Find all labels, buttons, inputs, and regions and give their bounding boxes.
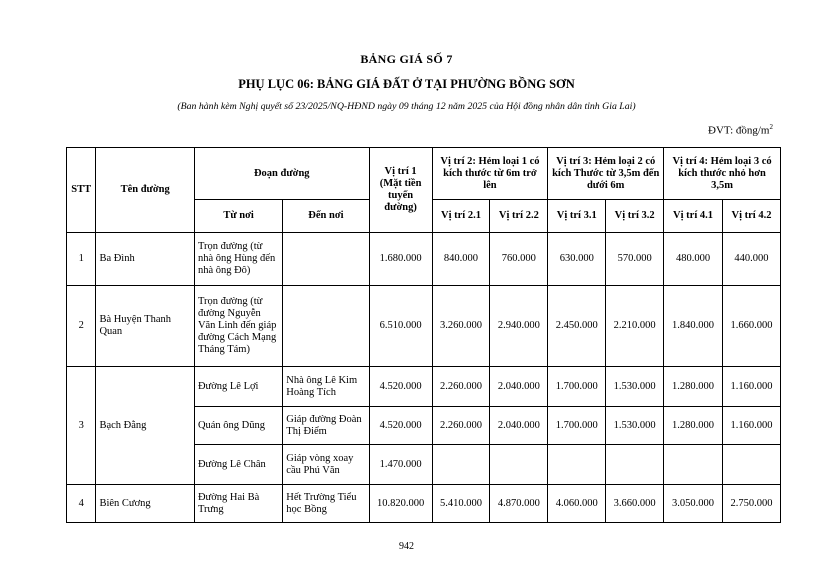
- price-pos3-1-cell: 1.700.000: [548, 407, 606, 445]
- price-pos3-1-cell: 1.700.000: [548, 367, 606, 407]
- stt-cell: 4: [67, 485, 96, 523]
- price-pos4-1-cell: 1.840.000: [664, 286, 723, 367]
- col-position-2: Vị trí 2: Hẻm loại 1 có kích thước từ 6m trở lên: [432, 148, 548, 200]
- table-row: [67, 485, 781, 523]
- price-pos4-1-cell: 1.280.000: [664, 407, 723, 445]
- price-pos4-1-cell: 3.050.000: [664, 485, 723, 523]
- appendix-title: PHỤ LỤC 06: BẢNG GIÁ ĐẤT Ở TẠI PHƯỜNG BỒNG SƠN: [238, 77, 575, 91]
- price-pos2-2-cell: [490, 445, 548, 485]
- issued-note: (Ban hành kèm Nghị quyết số 23/2025/NQ-HĐND ngày 09 tháng 12 năm 2025 của Hội đồng nhân dân tỉnh Gia Lai): [177, 101, 636, 112]
- col-position-2-1: Vị trí 2.1: [432, 200, 490, 233]
- page-number: 942: [399, 541, 414, 552]
- from-cell: Trọn đường (từ nhà ông Hùng đến nhà ông Đô): [194, 233, 282, 286]
- price-pos3-1-cell: 2.450.000: [548, 286, 606, 367]
- stt-cell: 2: [67, 286, 96, 367]
- street-name-cell: Bạch Đằng: [96, 367, 195, 485]
- col-position-4-2: Vị trí 4.2: [722, 200, 780, 233]
- col-position-2-2: Vị trí 2.2: [490, 200, 548, 233]
- col-position-1: Vị trí 1 (Mặt tiền tuyến đường): [369, 148, 432, 233]
- col-street-name: Tên đường: [96, 148, 195, 233]
- stt-cell: 1: [67, 233, 96, 286]
- price-pos2-1-cell: 2.260.000: [432, 367, 490, 407]
- price-pos3-2-cell: 570.000: [606, 233, 664, 286]
- price-pos3-1-cell: 4.060.000: [548, 485, 606, 523]
- to-cell: [283, 286, 369, 367]
- price-pos4-2-cell: 1.160.000: [722, 407, 780, 445]
- price-pos1-cell: 10.820.000: [369, 485, 432, 523]
- price-pos4-2-cell: 1.160.000: [722, 367, 780, 407]
- price-pos2-2-cell: 4.870.000: [490, 485, 548, 523]
- price-pos2-1-cell: 2.260.000: [432, 407, 490, 445]
- stt-cell: 3: [67, 367, 96, 485]
- from-cell: Đường Lê Lợi: [194, 367, 282, 407]
- col-position-3: Vị trí 3: Hẻm loại 2 có kích Thước từ 3,5m đến dưới 6m: [548, 148, 664, 200]
- price-pos4-2-cell: 440.000: [722, 233, 780, 286]
- unit-text: ĐVT: đồng/m: [708, 124, 770, 137]
- col-position-3-2: Vị trí 3.2: [606, 200, 664, 233]
- price-pos2-2-cell: 2.940.000: [490, 286, 548, 367]
- price-pos2-2-cell: 2.040.000: [490, 407, 548, 445]
- to-cell: Giáp đường Đoàn Thị Điểm: [283, 407, 369, 445]
- price-pos2-1-cell: 3.260.000: [432, 286, 490, 367]
- col-segment: Đoạn đường: [194, 148, 369, 200]
- price-pos3-2-cell: 3.660.000: [606, 485, 664, 523]
- price-pos4-1-cell: 1.280.000: [664, 367, 723, 407]
- street-name-cell: Bà Huyện Thanh Quan: [96, 286, 195, 367]
- table-row: [67, 233, 781, 286]
- price-pos3-2-cell: [606, 445, 664, 485]
- price-pos4-2-cell: 1.660.000: [722, 286, 780, 367]
- to-cell: Giáp vòng xoay cầu Phú Văn: [283, 445, 369, 485]
- col-to: Đến nơi: [283, 200, 369, 233]
- col-position-4: Vị trí 4: Hẻm loại 3 có kích thước nhỏ hơn 3,5m: [664, 148, 781, 200]
- to-cell: Nhà ông Lê Kim Hoàng Tích: [283, 367, 369, 407]
- col-position-4-1: Vị trí 4.1: [664, 200, 723, 233]
- table-number-title: BẢNG GIÁ SỐ 7: [360, 52, 453, 66]
- price-pos2-2-cell: 2.040.000: [490, 367, 548, 407]
- table-row: [67, 286, 781, 367]
- price-pos1-cell: 1.470.000: [369, 445, 432, 485]
- header-row-1: [67, 148, 781, 200]
- price-pos3-1-cell: [548, 445, 606, 485]
- unit-label: [708, 123, 773, 137]
- price-pos4-1-cell: [664, 445, 723, 485]
- price-pos1-cell: 6.510.000: [369, 286, 432, 367]
- land-price-table: [66, 147, 781, 523]
- from-cell: Đường Lê Chân: [194, 445, 282, 485]
- price-pos2-1-cell: 840.000: [432, 233, 490, 286]
- from-cell: Đường Hai Bà Trưng: [194, 485, 282, 523]
- price-pos2-2-cell: 760.000: [490, 233, 548, 286]
- price-pos3-1-cell: 630.000: [548, 233, 606, 286]
- col-stt: STT: [67, 148, 96, 233]
- street-name-cell: Ba Đình: [96, 233, 195, 286]
- price-pos3-2-cell: 1.530.000: [606, 367, 664, 407]
- col-position-3-1: Vị trí 3.1: [548, 200, 606, 233]
- price-pos4-1-cell: 480.000: [664, 233, 723, 286]
- to-cell: Hết Trường Tiểu học Bồng: [283, 485, 369, 523]
- price-pos4-2-cell: 2.750.000: [722, 485, 780, 523]
- price-pos4-2-cell: [722, 445, 780, 485]
- price-pos2-1-cell: [432, 445, 490, 485]
- from-cell: Trọn đường (từ đường Nguyễn Văn Linh đến giáp đường Cách Mạng Tháng Tám): [194, 286, 282, 367]
- price-pos3-2-cell: 1.530.000: [606, 407, 664, 445]
- price-pos1-cell: 4.520.000: [369, 367, 432, 407]
- price-pos2-1-cell: 5.410.000: [432, 485, 490, 523]
- unit-superscript: 2: [769, 123, 773, 131]
- to-cell: [283, 233, 369, 286]
- street-name-cell: Biên Cương: [96, 485, 195, 523]
- col-from: Từ nơi: [194, 200, 282, 233]
- table-row: [67, 367, 781, 407]
- from-cell: Quán ông Dũng: [194, 407, 282, 445]
- price-pos3-2-cell: 2.210.000: [606, 286, 664, 367]
- price-pos1-cell: 1.680.000: [369, 233, 432, 286]
- price-pos1-cell: 4.520.000: [369, 407, 432, 445]
